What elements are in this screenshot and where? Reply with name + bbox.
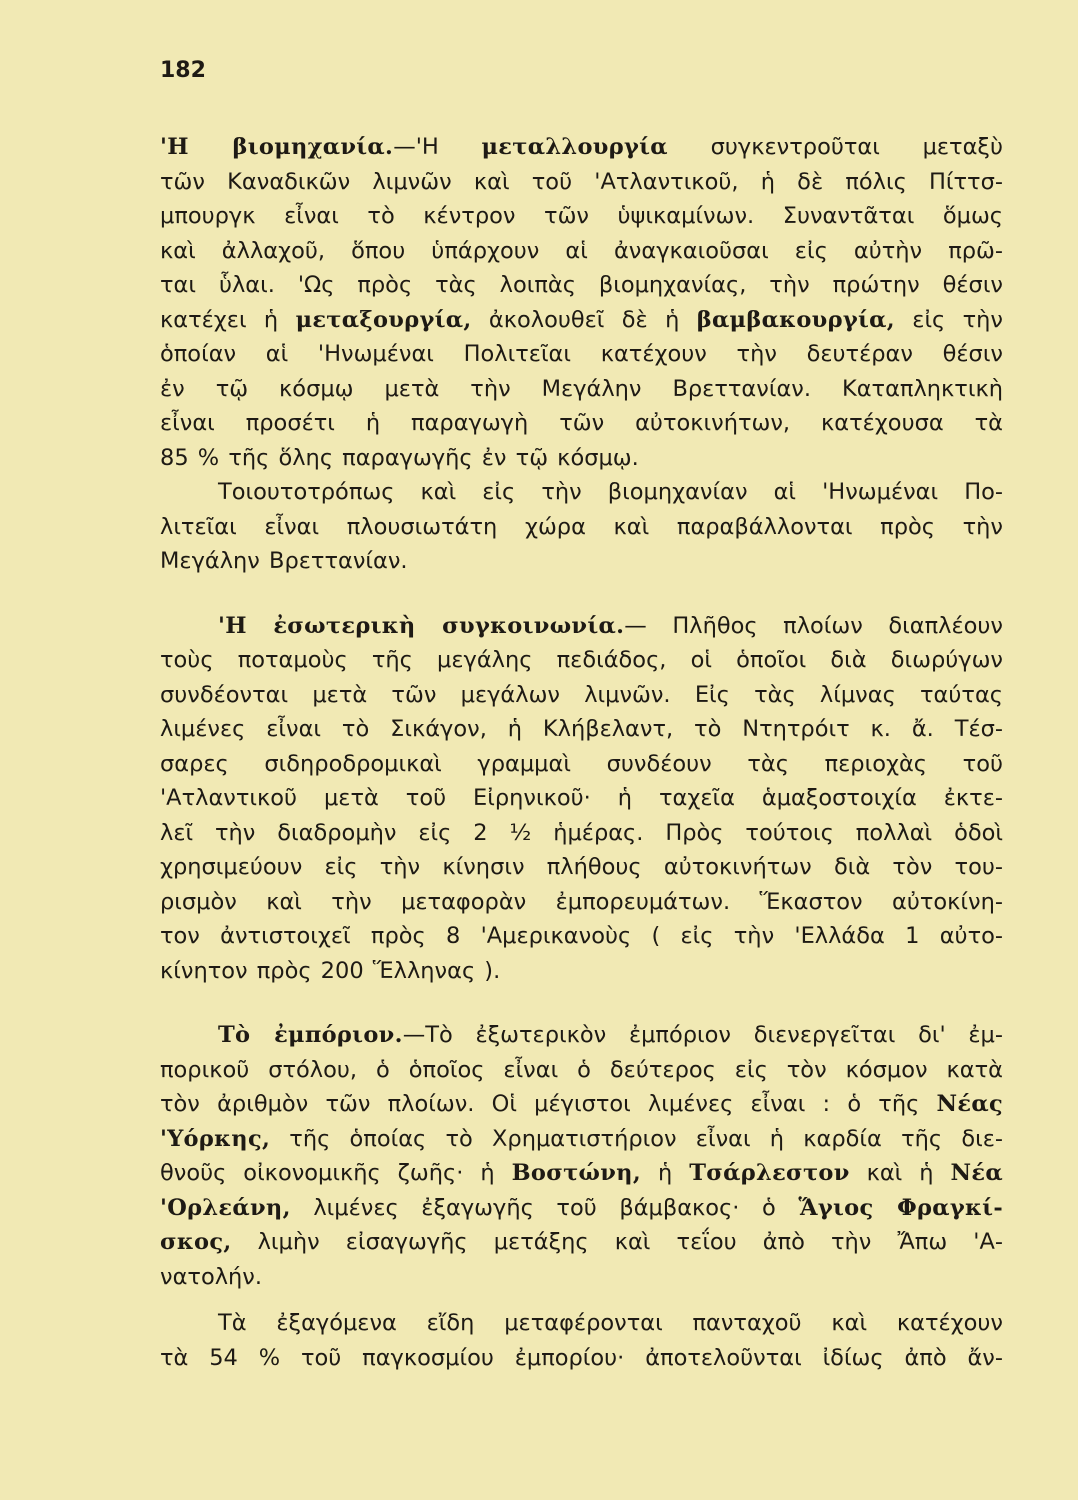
line: Μεγάλην Βρεττανίαν. xyxy=(160,548,408,574)
line: κίνητον πρὸς 200 Ἕλληνας ). xyxy=(160,957,501,984)
page-body xyxy=(160,130,1003,1375)
line: τῶν Καναδικῶν λιμνῶν καὶ τοῦ 'Ατλαντικοῦ, ἡ δὲ πόλις Πίττσ- xyxy=(160,168,1003,195)
paragraph-industry xyxy=(160,130,1003,475)
line: 85 % τῆς ὅλης παραγωγῆς ἐν τῷ κόσμῳ. xyxy=(160,444,639,471)
paragraph-industry-summary xyxy=(160,475,1003,579)
line: τον ἀντιστοιχεῖ πρὸς 8 'Αμερικανοὺς ( εἰς τὴν 'Ελλάδα 1 αὐτο- xyxy=(160,923,1003,949)
line: ὁποίαν αἱ 'Ηνωμέναι Πολιτεῖαι κατέχουν τὴν δευτέραν θέσιν xyxy=(160,341,1003,367)
line: σαρες σιδηροδρομικαὶ γραμμαὶ συνδέουν τὰς περιοχὰς τοῦ xyxy=(160,750,1003,777)
line: 'Η ἐσωτερικὴ συγκοινωνία.— Πλῆθος πλοίων διαπλέουν xyxy=(218,612,1003,639)
line: 'Υόρκης, τῆς ὁποίας τὸ Χρηματιστήριον εἶναι ἡ καρδία τῆς διε- xyxy=(160,1125,1003,1152)
line: ρισμὸν καὶ τὴν μεταφορὰν ἐμπορευμάτων. Ἕκαστον αὐτοκίνη- xyxy=(160,888,1003,915)
line: καὶ ἀλλαχοῦ, ὅπου ὑπάρχουν αἱ ἀναγκαιοῦσαι εἰς αὐτὴν πρῶ- xyxy=(160,237,1003,264)
paragraph-internal-transport xyxy=(160,609,1003,989)
line: Τὸ ἐμπόριον.—Τὸ ἐξωτερικὸν ἐμπόριον διενεργεῖται δι' ἐμ- xyxy=(218,1022,1003,1048)
page-number: 182 xyxy=(160,58,206,83)
line: 'Η βιομηχανία.—'Η μεταλλουργία συγκεντροῦται μεταξὺ xyxy=(160,134,1003,160)
line: λιμένες εἶναι τὸ Σικάγον, ἡ Κλήβελαντ, τὸ Ντητρόιτ κ. ἄ. Τέσ- xyxy=(160,716,1003,742)
line: πορικοῦ στόλου, ὁ ὁποῖος εἶναι ὁ δεύτερος εἰς τὸν κόσμον κατὰ xyxy=(160,1056,1003,1083)
paragraph-commerce xyxy=(160,1018,1003,1294)
line: μπουργκ εἶναι τὸ κέντρον τῶν ὑψικαμίνων. Συναντᾶται ὅμως xyxy=(160,203,1003,229)
line: θνοῦς οἰκονομικῆς ζωῆς· ἡ Βοστώνη, ἡ Τσάρλεστον καὶ ἡ Νέα xyxy=(160,1160,1003,1186)
line: 'Ατλαντικοῦ μετὰ τοῦ Εἰρηνικοῦ· ἡ ταχεῖα ἁμαξοστοιχία ἐκτε- xyxy=(160,785,1003,811)
line: Τοιουτοτρόπως καὶ εἰς τὴν βιομηχανίαν αἱ 'Ηνωμέναι Πο- xyxy=(218,479,1003,505)
line: κατέχει ἡ μεταξουργία, ἀκολουθεῖ δὲ ἡ βαμβακουργία, εἰς τὴν xyxy=(160,306,1003,333)
line: τὰ 54 % τοῦ παγκοσμίου ἐμπορίου· ἀποτελοῦνται ἰδίως ἀπὸ ἄν- xyxy=(160,1344,1003,1371)
line: νατολήν. xyxy=(160,1263,263,1290)
line: 'Ορλεάνη, λιμένες ἐξαγωγῆς τοῦ βάμβακος· ὁ Ἅγιος Φραγκί- xyxy=(160,1194,1003,1221)
line: λιτεῖαι εἶναι πλουσιωτάτη χώρα καὶ παραβάλλονται πρὸς τὴν xyxy=(160,513,1003,540)
line: λεῖ τὴν διαδρομὴν εἰς 2 ½ ἡμέρας. Πρὸς τούτοις πολλαὶ ὁδοὶ xyxy=(160,819,1003,846)
line: Τὰ ἐξαγόμενα εἴδη μεταφέρονται πανταχοῦ καὶ κατέχουν xyxy=(218,1310,1003,1336)
line: τὸν ἀριθμὸν τῶν πλοίων. Οἱ μέγιστοι λιμένες εἶναι : ὁ τῆς Νέας xyxy=(160,1091,1003,1117)
line: ται ὗλαι. 'Ως πρὸς τὰς λοιπὰς βιομηχανίας, τὴν πρώτην θέσιν xyxy=(160,272,1003,298)
line: χρησιμεύουν εἰς τὴν κίνησιν πλήθους αὐτοκινήτων διὰ τὸν του- xyxy=(160,854,1003,880)
line: ἐν τῷ κόσμῳ μετὰ τὴν Μεγάλην Βρεττανίαν. Καταπληκτικὴ xyxy=(160,375,1003,402)
line: συνδέονται μετὰ τῶν μεγάλων λιμνῶν. Εἰς τὰς λίμνας ταύτας xyxy=(160,681,1003,708)
paragraph-exports xyxy=(160,1306,1003,1375)
line: σκος, λιμὴν εἰσαγωγῆς μετάξης καὶ τεΐου ἀπὸ τὴν Ἄπω 'Α- xyxy=(160,1229,1003,1255)
line: εἶναι προσέτι ἡ παραγωγὴ τῶν αὐτοκινήτων, κατέχουσα τὰ xyxy=(160,410,1003,436)
line: τοὺς ποταμοὺς τῆς μεγάλης πεδιάδος, οἱ ὁποῖοι διὰ διωρύγων xyxy=(160,647,1003,673)
